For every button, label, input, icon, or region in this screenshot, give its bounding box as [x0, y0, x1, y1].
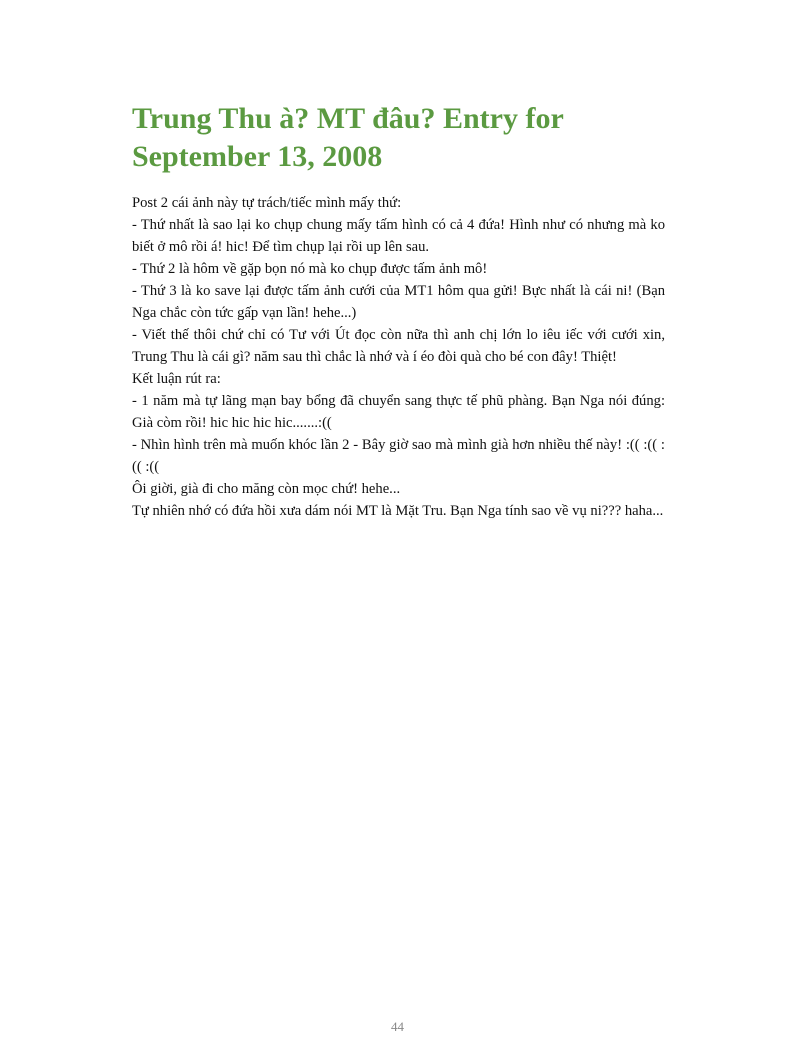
paragraph: Kết luận rút ra:	[132, 371, 221, 387]
paragraph: - 1 năm mà tự lãng mạn bay bổng đã chuyển sang thực tế phũ phàng. Bạn Nga nói đúng: Già còm rồi! hic hic hic hic.......:((	[132, 393, 665, 431]
paragraph: Tự nhiên nhớ có đứa hồi xưa dám nói MT là Mặt Tru. Bạn Nga tính sao về vụ ni??? haha...	[132, 503, 664, 519]
paragraph: - Nhìn hình trên mà muốn khóc lần 2 - Bây giờ sao mà mình già hơn nhiều thế này! :(( :(( :(( :((	[132, 437, 665, 475]
entry-body	[132, 192, 665, 522]
page-number: 44	[391, 1019, 404, 1034]
paragraph: - Viết thế thôi chứ chỉ có Tư với Út đọc còn nữa thì anh chị lớn lo iêu iếc với cưới xin, Trung Thu là cái gì? năm sau thì chắc là nhớ và í éo đòi quà cho bé con đây! Thiệt!	[132, 327, 665, 365]
paragraph: - Thứ 3 là ko save lại được tấm ảnh cưới của MT1 hôm qua gửi! Bực nhất là cái ni! (Bạn Nga chắc còn tức gấp vạn lần! hehe...)	[132, 283, 665, 321]
paragraph: - Thứ nhất là sao lại ko chụp chung mấy tấm hình có cả 4 đứa! Hình như có nhưng mà ko biết ở mô rồi á! hic! Để tìm chụp lại rồi up lên sau.	[132, 217, 665, 255]
paragraph: - Thứ 2 là hôm về gặp bọn nó mà ko chụp được tấm ảnh mô!	[132, 261, 488, 277]
page-title: Trung Thu à? MT đâu? Entry for September 13, 2008	[132, 102, 564, 173]
paragraph: Post 2 cái ảnh này tự trách/tiếc mình mấy thứ:	[132, 195, 402, 211]
paragraph: Ôi giời, già đi cho măng còn mọc chứ! hehe...	[132, 481, 401, 497]
